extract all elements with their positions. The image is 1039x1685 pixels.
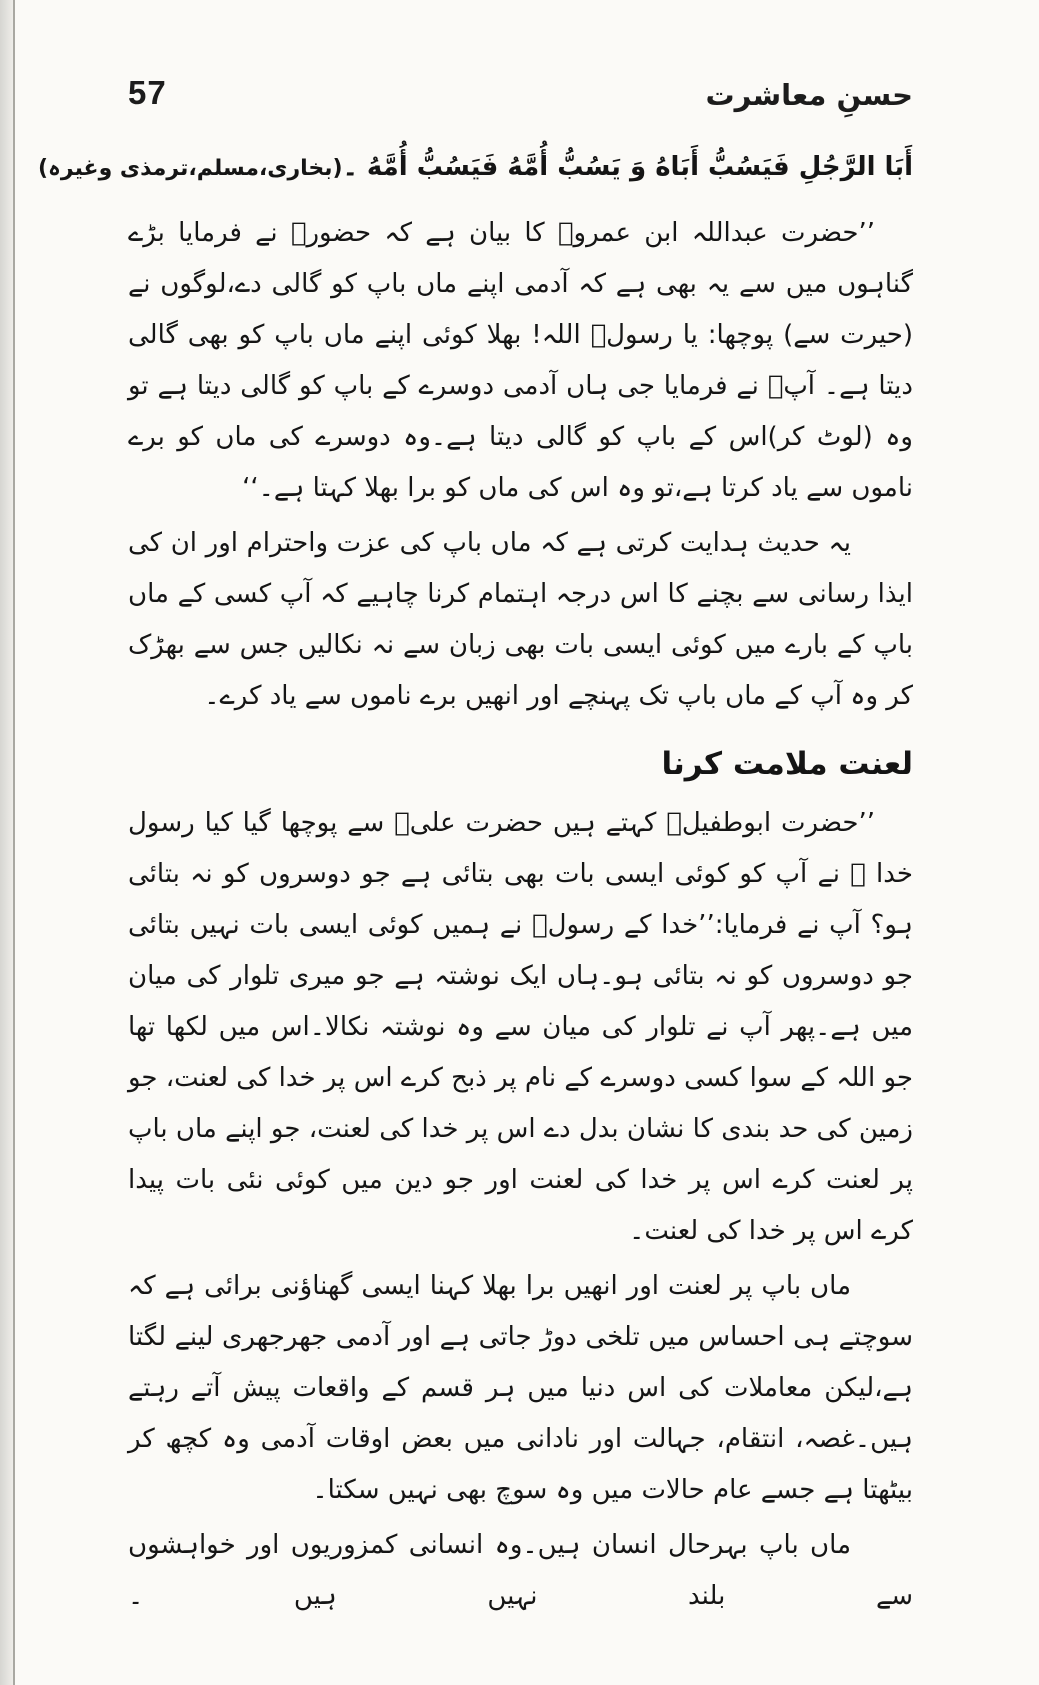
hadith-reference: (بخاری،مسلم،ترمذی وغیرہ) [37,156,343,181]
scan-edge-band [0,0,13,1685]
scan-edge-line [13,0,15,1685]
book-title: حسنِ معاشرت [705,78,913,112]
paragraph-commentary: یہ حدیث ہدایت کرتی ہے کہ ماں باپ کی عزت واحترام اور ان کی ایذا رسانی سے بچنے کا اس درجہ اہتمام کرنا چاہیے کہ آپ کسی کے ماں باپ کے بارے میں کوئی ایسی بات بھی زبان سے نہ نکالیں جس سے بھڑک کر وہ آپ کے ماں باپ تک پہنچے اور انھیں برے ناموں سے یاد کرے۔ [128,528,913,711]
section-heading: لعنت ملامت کرنا [661,746,913,782]
page-content [37,142,914,1626]
page-header [128,74,913,112]
paragraph-closing: ماں باپ بہرحال انسان ہیں۔وہ انسانی کمزوریوں اور خواہشوں سے بلند نہیں ہیں ۔ [128,1530,913,1611]
paragraph-hadith-ali: ’’حضرت ابوطفیلؓ کہتے ہیں حضرت علیؓ سے پوچھا گیا کیا رسول خدا ﷺ نے آپ کو کوئی ایسی بات بھی بتائی ہے جو دوسروں کو نہ بتائی ہو؟ آپ نے فرمایا:’’خدا کے رسولؐ نے ہمیں کوئی ایسی بات نہیں بتائی جو دوسروں کو نہ بتائی ہو۔ہاں ایک نوشتہ ہے جو میری تلوار کی میان میں ہے۔پھر آپ نے تلوار کی میان سے وہ نوشتہ نکالا۔اس میں لکھا تھا جو اللہ کے سوا کسی دوسرے کے نام پر ذبح کرے اس پر خدا کی لعنت، جو زمین کی حد بندی کا نشان بدل دے اس پر خدا کی لعنت، جو اپنے ماں باپ پر لعنت کرے اس پر خدا کی لعنت اور جو دین میں کوئی نئی بات پیدا کرے اس پر خدا کی لعنت۔ [128,808,913,1246]
page-number: 57 [128,74,167,111]
hadith-arabic-text: أَبَا الرَّجُلِ فَيَسُبُّ أَبَاهُ وَ يَسُبُّ أُمَّهُ فَيَسُبُّ أُمَّهُ ۔ [342,152,913,182]
paragraph-hadith-translation: ’’حضرت عبداللہ ابن عمروؓ کا بیان ہے کہ حضورﷺ نے فرمایا بڑے گناہوں میں سے یہ بھی ہے کہ آدمی اپنے ماں باپ کو گالی دے،لوگوں نے (حیرت سے) پوچھا: یا رسولؐ اللہ! بھلا کوئی اپنے ماں باپ کو بھی گالی دیتا ہے۔ آپؐ نے فرمایا جی ہاں آدمی دوسرے کے باپ کو گالی دیتا ہے تو وہ (لوٹ کر)اس کے باپ کو گالی دیتا ہے۔وہ دوسرے کی ماں کو برے ناموں سے یاد کرتا ہے،تو وہ اس کی ماں کو برا بھلا کہتا ہے۔‘‘ [128,218,913,503]
paragraph-reflection: ماں باپ پر لعنت اور انھیں برا بھلا کہنا ایسی گھناؤنی برائی ہے کہ سوچتے ہی احساس میں تلخی دوڑ جاتی ہے اور آدمی جھرجھری لینے لگتا ہے،لیکن معاملات کی اس دنیا میں ہر قسم کے واقعات پیش آتے رہتے ہیں۔غصہ، انتقام، جہالت اور نادانی میں بعض اوقات آدمی وہ کچھ کر بیٹھتا ہے جسے عام حالات میں وہ سوچ بھی نہیں سکتا۔ [128,1271,914,1505]
hadith-line [37,142,913,194]
